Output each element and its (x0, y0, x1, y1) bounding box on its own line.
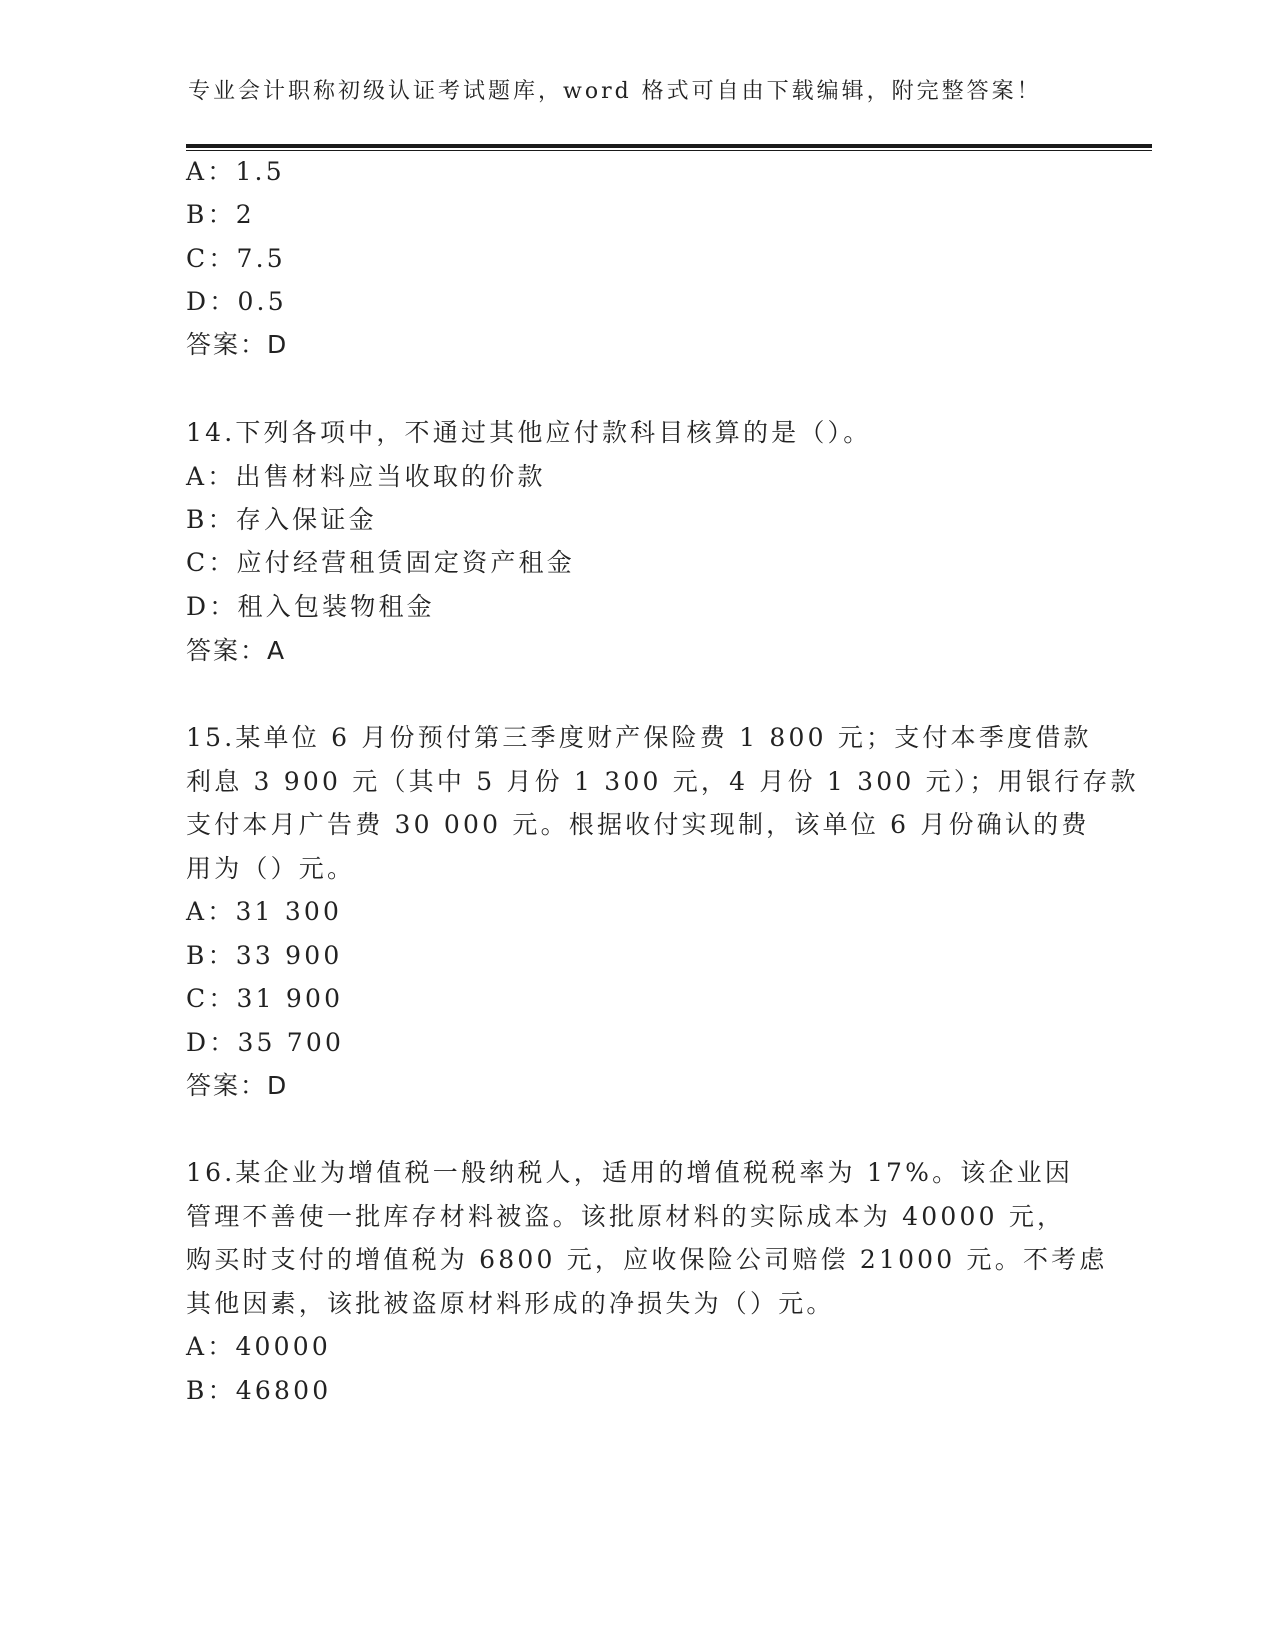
q15-stem-line-1: 15.某单位 6 月份预付第三季度财产保险费 1 800 元；支付本季度借款 (186, 723, 1092, 752)
q16-option-a: A：40000 (186, 1332, 331, 1361)
q13-answer: 答案：D (186, 330, 289, 359)
q15-stem-line-3: 支付本月广告费 30 000 元。根据收付实现制，该单位 6 月份确认的费 (186, 810, 1090, 839)
q15-option-c: C：31 900 (186, 984, 344, 1013)
q16-stem-line-4: 其他因素，该批被盗原材料形成的净损失为（）元。 (186, 1289, 835, 1318)
q16-stem-line-3: 购买时支付的增值税为 6800 元，应收保险公司赔偿 21000 元。不考虑 (186, 1245, 1108, 1274)
q14-stem: 14.下列各项中，不通过其他应付款科目核算的是（）。 (186, 418, 872, 447)
q14-option-c: C：应付经营租赁固定资产租金 (186, 548, 575, 577)
q15-option-a: A：31 300 (186, 897, 343, 926)
q13-option-b: B：2 (186, 200, 255, 229)
q14-option-b: B：存入保证金 (186, 505, 377, 534)
q14-option-a: A：出售材料应当收取的价款 (186, 462, 546, 491)
q16-option-b: B：46800 (186, 1376, 332, 1405)
q15-answer: 答案：D (186, 1071, 289, 1100)
q15-stem-line-2: 利息 3 900 元（其中 5 月份 1 300 元，4 月份 1 300 元）；用银行存款 (186, 767, 1139, 796)
q13-option-d: D：0.5 (186, 287, 287, 316)
q15-stem-line-4: 用为（）元。 (186, 854, 356, 883)
q16-stem-line-2: 管理不善使一批库存材料被盗。该批原材料的实际成本为 40000 元， (186, 1202, 1066, 1231)
q16-stem-line-1: 16.某企业为增值税一般纳税人，适用的增值税税率为 17%。该企业因 (186, 1158, 1074, 1187)
q15-option-d: D：35 700 (186, 1028, 345, 1057)
q15-option-b: B：33 900 (186, 941, 343, 970)
header-divider (186, 144, 1152, 148)
q14-answer: 答案：A (186, 636, 287, 665)
page-header: 专业会计职称初级认证考试题库，word 格式可自由下载编辑，附完整答案！ (188, 79, 1042, 104)
q13-option-a: A：1.5 (186, 157, 285, 186)
header-divider-thin (186, 150, 1152, 151)
q13-option-c: C：7.5 (186, 244, 286, 273)
q14-option-d: D：租入包装物租金 (186, 592, 435, 621)
